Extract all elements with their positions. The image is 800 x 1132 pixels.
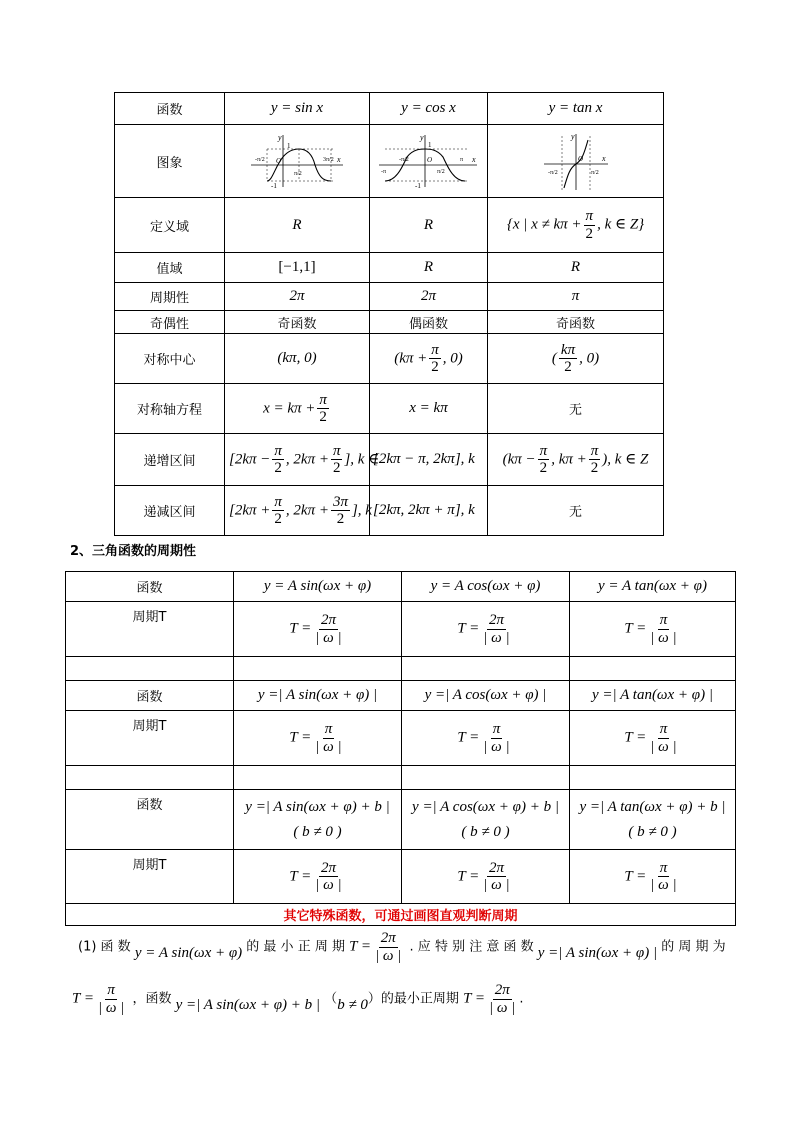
fraction (313, 721, 343, 755)
fraction-den: | ω | (315, 877, 342, 893)
fraction (331, 494, 350, 528)
graph-row-label: 图象 (115, 125, 225, 198)
parity-sin: 奇函数 (225, 311, 370, 334)
paragraph-formula: T = (463, 990, 486, 1007)
domain-tan-post: , k ∈ Z} (597, 216, 645, 233)
table-row (66, 904, 736, 926)
period-prefix: T = (457, 867, 480, 884)
note-row: 其它特殊函数，可通过画图直观判断周期 (66, 904, 736, 926)
table-row (66, 572, 736, 602)
fraction-den: | ω | (315, 629, 342, 646)
axis-sin-pre: x = kπ + (263, 399, 316, 416)
sin-graph-label-half-pi: π/2 (294, 171, 302, 177)
period1-f3 (570, 602, 736, 657)
cos-graph-label-x: x (471, 155, 476, 164)
increasing-sin-c: ], k ∈ (344, 450, 380, 467)
period2-f3 (570, 711, 736, 766)
cos-graph-label-y: y (419, 133, 424, 142)
paragraph-text: (1) 函 数 (78, 939, 131, 955)
parity-cos: 偶函数 (370, 311, 488, 334)
fraction-num: π (319, 391, 327, 408)
tan-graph-label-half-pi: π/2 (590, 170, 599, 176)
group2-f1: y =| A sin(ωx + φ) | (234, 681, 402, 711)
paragraph-formula: T = (349, 938, 372, 955)
fraction (589, 443, 601, 477)
group1-f3: y = A tan(ωx + φ) (570, 572, 736, 602)
increasing-tan-b: , kπ + (551, 450, 587, 467)
fraction-den: 2 (539, 460, 548, 476)
range-tan: R (488, 253, 664, 283)
fraction-num: π (539, 442, 548, 459)
group3-f1-expr: y =| A sin(ωx + φ) + b | (245, 798, 390, 815)
center-cos (370, 334, 488, 384)
center-cos-pre: (kπ + (394, 349, 428, 366)
fraction (648, 860, 678, 894)
fraction-num: π (274, 442, 282, 459)
table-row (115, 283, 664, 311)
cos-graph-cell (370, 125, 488, 198)
fraction (648, 721, 678, 755)
fraction-den: | ω | (650, 877, 677, 893)
decreasing-sin-a: [2kπ + (229, 501, 271, 518)
row-label-increasing: 递增区间 (115, 434, 225, 486)
trig-properties-table (114, 92, 664, 536)
row-label-parity: 奇偶性 (115, 311, 225, 334)
period-table (65, 571, 736, 926)
axis-cos: x = kπ (370, 384, 488, 434)
domain-tan-pre: {x | x ≠ kπ + (506, 216, 582, 233)
fraction-num: π (274, 493, 282, 510)
row-label-center: 对称中心 (115, 334, 225, 384)
center-cos-post: , 0) (442, 349, 463, 366)
period3-f2 (402, 850, 570, 904)
fraction-num: 3π (332, 493, 348, 510)
group3-label: 函数 (66, 790, 234, 850)
fraction (313, 860, 343, 894)
fraction (429, 342, 441, 376)
table-row (115, 334, 664, 384)
center-tan-pre: ( (551, 349, 557, 366)
increasing-cos: [2kπ − π, 2kπ], k (370, 434, 488, 486)
fraction-den: 2 (274, 460, 282, 476)
group3-cond: ( b ≠ 0 ) (293, 823, 342, 840)
fraction-num: 2π (320, 859, 336, 876)
table-row (66, 681, 736, 711)
period3-label: 周期T (66, 850, 234, 904)
fraction-num: π (324, 721, 333, 737)
paragraph-text: ，函数 (132, 991, 172, 1007)
header-label: 函数 (115, 93, 225, 125)
fraction (331, 443, 343, 477)
group2-f3: y =| A tan(ωx + φ) | (570, 681, 736, 711)
fraction (317, 392, 329, 426)
increasing-sin (225, 434, 380, 486)
cos-graph-label-half-pi: π/2 (436, 169, 445, 175)
fraction-den: 2 (274, 511, 282, 527)
paragraph-text: . 应 特 别 注 意 函 数 (409, 939, 534, 955)
period2-label: 周期T (66, 711, 234, 766)
sin-graph (247, 131, 347, 191)
paragraph-formula: b ≠ 0 (337, 996, 368, 1013)
fraction (481, 860, 511, 894)
increasing-tan-c: ), k ∈ Z (602, 450, 649, 467)
header-tan: y = tan x (488, 93, 664, 125)
period-cos: 2π (370, 283, 488, 311)
decreasing-cos: [2kπ, 2kπ + π], k (370, 486, 488, 536)
fraction-num: 2π (488, 612, 504, 628)
fraction-num: π (107, 982, 115, 998)
tan-graph-label-neg-half-pi: -π/2 (547, 170, 558, 176)
fraction-den: | ω | (650, 629, 677, 646)
row-label-decreasing: 递减区间 (115, 486, 225, 536)
header-cos: y = cos x (370, 93, 488, 125)
period2-f2 (402, 711, 570, 766)
paragraph-text: （ (324, 991, 338, 1007)
fraction-den: | ω | (650, 738, 677, 755)
group3-f2 (402, 790, 570, 850)
fraction-num: π (431, 341, 439, 358)
axis-sin (225, 384, 370, 434)
period-prefix: T = (624, 620, 647, 637)
period1-f1 (234, 602, 402, 657)
table-row-empty (66, 657, 736, 681)
table-row (115, 434, 664, 486)
increasing-tan-a: (kπ − (502, 450, 536, 467)
tan-graph (540, 130, 612, 192)
fraction-den: | ω | (97, 999, 125, 1016)
row-label-range: 值域 (115, 253, 225, 283)
group3-cond: ( b ≠ 0 ) (628, 823, 677, 840)
fraction-den: 2 (332, 460, 341, 476)
fraction-den: 2 (336, 511, 345, 527)
sin-graph-label-neg-half-pi: -π/2 (255, 157, 265, 163)
increasing-sin-b: , 2kπ + (285, 450, 329, 467)
fraction (481, 721, 511, 755)
table-row (66, 711, 736, 766)
fraction-den: | ω | (375, 947, 402, 964)
header-sin: y = sin x (225, 93, 370, 125)
fraction-num: 2π (380, 930, 396, 946)
fraction-num: π (659, 721, 668, 737)
fraction-num: 2π (494, 982, 510, 998)
fraction (559, 342, 577, 376)
fraction-num: π (332, 442, 341, 459)
decreasing-sin-b: , 2kπ + (285, 501, 329, 518)
table-row (115, 311, 664, 334)
section-heading: 2、三角函数的周期性 (70, 544, 197, 559)
sin-graph-cell (225, 125, 370, 198)
decreasing-sin-c: ], k (351, 501, 372, 518)
fraction (487, 982, 517, 1016)
decreasing-tan: 无 (488, 486, 664, 536)
axis-tan: 无 (488, 384, 664, 434)
domain-tan (488, 198, 664, 253)
fraction-num: 2π (320, 612, 336, 628)
fraction-den: | ω | (315, 738, 342, 755)
period-sin: 2π (225, 283, 370, 311)
fraction-den: 2 (585, 225, 594, 242)
center-tan-post: , 0) (579, 349, 600, 366)
fraction-den: 2 (431, 359, 439, 375)
period-prefix: T = (457, 620, 480, 637)
fraction (272, 494, 284, 528)
period-prefix: T = (289, 620, 312, 637)
fraction-den: 2 (590, 460, 599, 476)
table-row-empty (66, 766, 736, 790)
center-tan (488, 334, 664, 384)
period3-f1 (234, 850, 402, 904)
period-prefix: T = (289, 867, 312, 884)
table-row (115, 384, 664, 434)
group1-f1: y = A sin(ωx + φ) (234, 572, 402, 602)
paragraph-formula: T = (72, 990, 94, 1007)
group2-label: 函数 (66, 681, 234, 711)
fraction-num: π (585, 208, 594, 224)
group1-f2: y = A cos(ωx + φ) (402, 572, 570, 602)
sin-graph-label-y: y (278, 133, 282, 142)
period1-label: 周期T (66, 602, 234, 657)
domain-sin: R (225, 198, 370, 253)
group3-f3-expr: y =| A tan(ωx + φ) + b | (579, 798, 726, 815)
sin-graph-label-1: 1 (287, 142, 291, 150)
group3-f2-expr: y =| A cos(ωx + φ) + b | (412, 798, 559, 815)
sin-graph-label-x: x (337, 155, 341, 164)
period2-f1 (234, 711, 402, 766)
paragraph-text: 的 周 期 为 (661, 939, 726, 955)
row-label-axis: 对称轴方程 (115, 384, 225, 434)
tan-graph-label-y: y (570, 132, 575, 141)
cos-graph (377, 131, 481, 191)
cos-graph-label-O: O (426, 156, 432, 164)
tan-graph-label-O: O (577, 155, 583, 163)
range-sin: [−1,1] (225, 253, 370, 283)
sin-graph-label-3-half-pi: 3π/2 (323, 157, 334, 163)
group1-label: 函数 (66, 572, 234, 602)
fraction-den: 2 (564, 359, 572, 375)
fraction (96, 982, 126, 1016)
cos-graph-label-pi: π (459, 157, 463, 163)
paragraph-text: . (519, 991, 524, 1007)
fraction (481, 612, 511, 646)
paragraph-formula: y =| A sin(ωx + φ) | (537, 944, 658, 961)
increasing-tan (488, 434, 664, 486)
period-prefix: T = (289, 729, 312, 746)
increasing-sin-a: [2kπ − (229, 450, 271, 467)
period-prefix: T = (457, 729, 480, 746)
paragraph-text: ）的最小正周期 (367, 991, 459, 1007)
tan-graph-label-x: x (601, 154, 606, 163)
fraction-num: π (590, 442, 599, 459)
range-cos: R (370, 253, 488, 283)
fraction-num: kπ (560, 341, 576, 358)
table-row (115, 253, 664, 283)
paragraph-line-1 (78, 930, 726, 964)
period3-f3 (570, 850, 736, 904)
period-prefix: T = (624, 729, 647, 746)
table-row (115, 486, 664, 536)
period1-f2 (402, 602, 570, 657)
group3-cond: ( b ≠ 0 ) (461, 823, 510, 840)
domain-cos: R (370, 198, 488, 253)
period-prefix: T = (624, 867, 647, 884)
cos-graph-label-neg-half-pi: -π/2 (398, 157, 409, 163)
fraction-den: | ω | (489, 999, 516, 1016)
tan-graph-cell (488, 125, 664, 198)
parity-tan: 奇函数 (488, 311, 664, 334)
group3-f1 (234, 790, 402, 850)
paragraph-formula: y = A sin(ωx + φ) (134, 944, 243, 961)
fraction-num: π (492, 721, 501, 737)
sin-graph-label-O: O (276, 157, 282, 165)
table-row (115, 93, 664, 125)
table-row (66, 850, 736, 904)
cos-graph-label-1: 1 (427, 141, 431, 149)
fraction-den: | ω | (483, 738, 510, 755)
fraction (648, 612, 678, 646)
table-row (66, 790, 736, 850)
period-tan: π (488, 283, 664, 311)
fraction (538, 443, 550, 477)
decreasing-sin (225, 486, 370, 536)
row-label-domain: 定义域 (115, 198, 225, 253)
center-sin: (kπ, 0) (225, 334, 370, 384)
sin-graph-label-neg1: -1 (271, 182, 277, 190)
fraction-den: 2 (319, 409, 327, 425)
row-label-period: 周期性 (115, 283, 225, 311)
table-row (115, 198, 664, 253)
fraction-num: π (659, 859, 668, 876)
paragraph-text: 的 最 小 正 周 期 (246, 939, 345, 955)
fraction (373, 930, 403, 964)
fraction-num: π (659, 612, 668, 628)
fraction (313, 612, 343, 646)
fraction-den: | ω | (483, 629, 510, 646)
paragraph-formula: y =| A sin(ωx + φ) + b | (175, 996, 321, 1013)
table-row (66, 602, 736, 657)
cos-graph-label-neg-pi: -π (380, 169, 386, 175)
paragraph-line-2 (72, 982, 524, 1016)
table-row (115, 125, 664, 198)
fraction-den: | ω | (483, 877, 510, 893)
fraction (584, 208, 596, 242)
group3-f3 (570, 790, 736, 850)
fraction (272, 443, 284, 477)
cos-graph-label-neg1: -1 (414, 182, 421, 190)
fraction-num: 2π (488, 859, 504, 876)
group2-f2: y =| A cos(ωx + φ) | (402, 681, 570, 711)
